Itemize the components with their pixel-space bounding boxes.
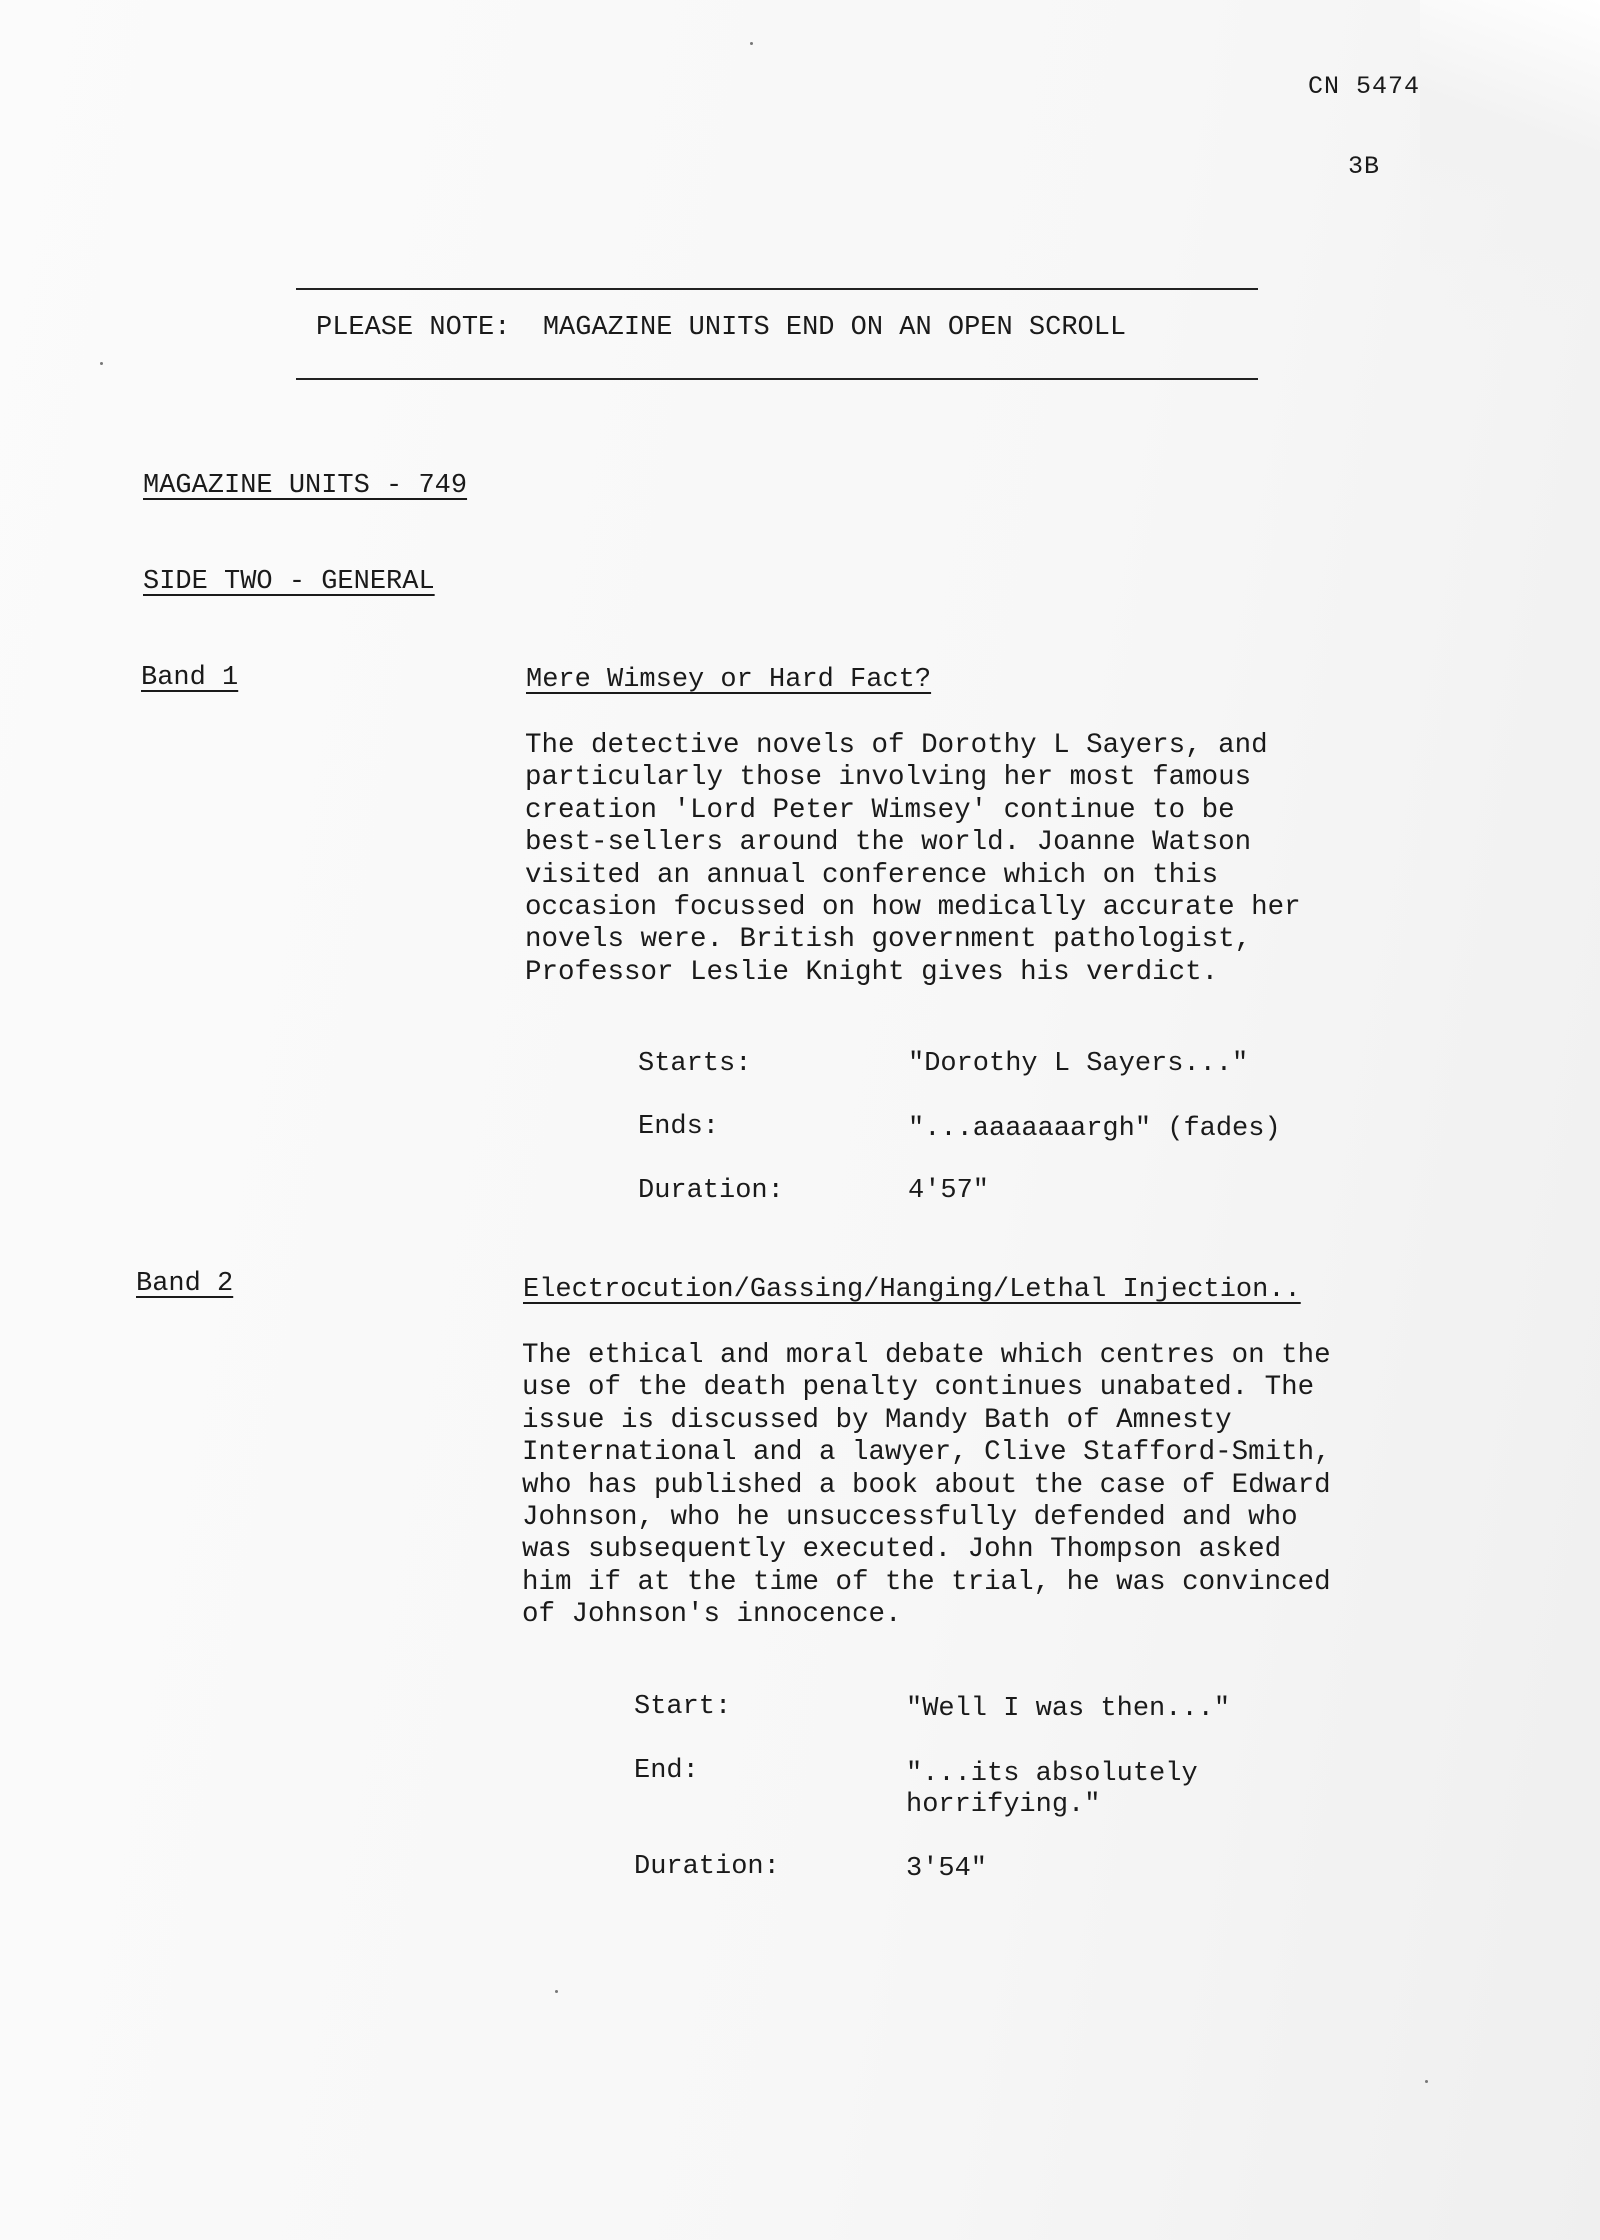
notice-top-rule — [296, 288, 1258, 290]
band-2-line: use of the death penalty continues unabated. The — [522, 1372, 1315, 1404]
band-2-title: Electrocution/Gassing/Hanging/Lethal Injection.. — [523, 1275, 1301, 1305]
band-1-line: visited an annual conference which on this — [525, 859, 1219, 891]
notice-text: PLEASE NOTE: MAGAZINE UNITS END ON AN OPEN SCROLL — [316, 313, 1127, 343]
band-2-end-value-line-1: "...its absolutely — [906, 1759, 1198, 1789]
band-2-line: The ethical and moral debate which centres on the — [522, 1340, 1331, 1371]
band-2-line: who has published a book about the case of Edward — [522, 1469, 1331, 1501]
band-2-duration-label: Duration: — [634, 1852, 780, 1882]
band-2-line: of Johnson's innocence. — [522, 1599, 902, 1631]
sheet-number: 3B — [1348, 152, 1381, 181]
band-1-line: novels were. British government pathologist, — [525, 924, 1252, 956]
band-1-title: Mere Wimsey or Hard Fact? — [526, 665, 932, 695]
band-2-duration-value: 3'54" — [906, 1854, 988, 1884]
paper-speck — [100, 362, 103, 365]
band-2-line: Johnson, who he unsuccessfully defended and who — [522, 1502, 1298, 1534]
band-1-end-value: "...aaaaaaargh" (fades) — [908, 1114, 1281, 1144]
band-1-line: particularly those involving her most famous — [525, 762, 1252, 794]
band-1-line: occasion focussed on how medically accurate her — [525, 892, 1301, 924]
band-2-line: was subsequently executed. John Thompson asked — [522, 1534, 1282, 1566]
band-2-description — [522, 1340, 1482, 1632]
page-corner-fold — [1420, 0, 1600, 330]
band-1-line: best-sellers around the world. Joanne Watson — [525, 827, 1252, 859]
paper-speck — [1425, 2080, 1428, 2083]
band-2-start-label: Start: — [634, 1692, 732, 1722]
band-1-duration-value: 4'57" — [908, 1176, 990, 1206]
band-1-start-value: "Dorothy L Sayers..." — [908, 1049, 1249, 1079]
band-1-start-label: Starts: — [638, 1049, 752, 1079]
section-title: MAGAZINE UNITS - 749 — [143, 471, 468, 501]
band-2-end-value-line-2: horrifying." — [906, 1790, 1101, 1820]
band-1-duration-label: Duration: — [638, 1176, 784, 1206]
band-1-line: creation 'Lord Peter Wimsey' continue to be — [525, 794, 1235, 826]
band-1-description — [525, 730, 1485, 989]
band-1-line: Professor Leslie Knight gives his verdict. — [525, 956, 1219, 988]
band-2-line: him if at the time of the trial, he was convinced — [522, 1566, 1331, 1598]
paper-speck — [555, 1990, 558, 1993]
section-subtitle: SIDE TWO - GENERAL — [143, 567, 435, 597]
notice-bottom-rule — [296, 378, 1258, 380]
band-2-start-value: "Well I was then..." — [906, 1694, 1231, 1724]
paper-speck — [750, 42, 753, 45]
band-1-end-label: Ends: — [638, 1112, 720, 1142]
band-2-label: Band 2 — [136, 1269, 234, 1299]
band-1-label: Band 1 — [141, 663, 239, 693]
band-2-end-label: End: — [634, 1756, 699, 1786]
band-1-line: The detective novels of Dorothy L Sayers, and — [525, 730, 1268, 761]
band-2-line: International and a lawyer, Clive Stafford-Smith, — [522, 1437, 1331, 1469]
reference-code: CN 5474 — [1308, 72, 1421, 101]
band-2-line: issue is discussed by Mandy Bath of Amnesty — [522, 1404, 1232, 1436]
